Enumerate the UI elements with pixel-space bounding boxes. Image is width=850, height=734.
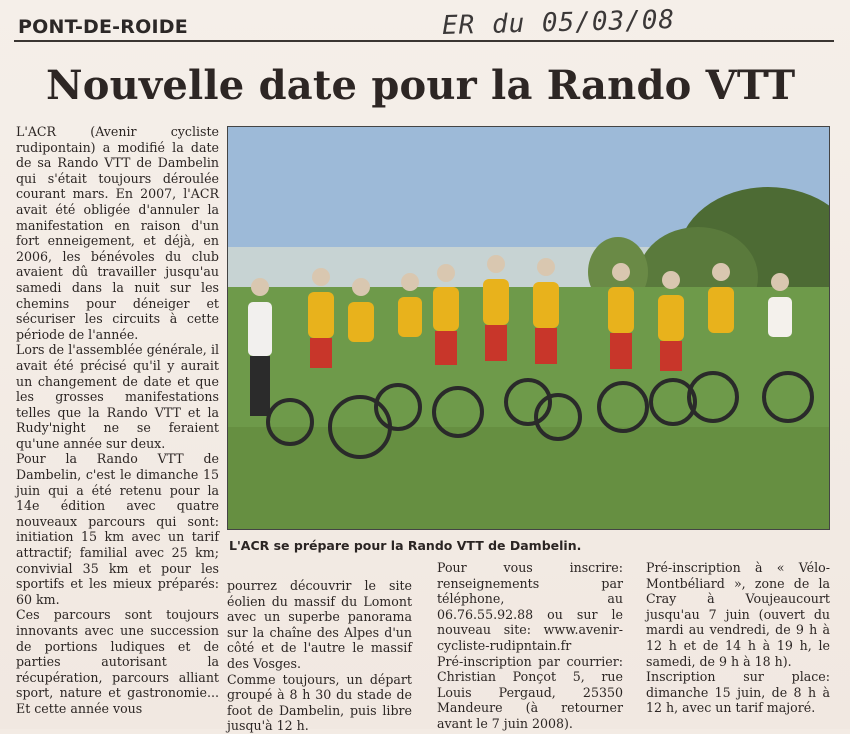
- article-paragraph: L'ACR (Avenir cycliste rudipontain) a modifié la date de sa Rando VTT de Dambelin qui s'était toujours déroulée courant mars. En 2007, l'ACR avait été obligée d'annuler la manifestation en raison d'un fort enneigement, et déjà, en 2006, les bénévoles du club avaient dû travailler jusqu'au samedi dans la nuit sur les chemins pour déneiger et sécuriser les circuits à cette période de l'année.: [16, 124, 219, 342]
- photo-caption: L'ACR se prépare pour la Rando VTT de Dambelin.: [229, 538, 582, 553]
- handwritten-date-note: ER du 05/03/08: [441, 4, 676, 42]
- article-paragraph: Ces parcours sont toujours innovants avec une succession de portions ludiques et de parties autorisant la récupération, parcours alliant sport, nature et gastronomie... Et cette année vous: [16, 607, 219, 716]
- article-column-1: [16, 124, 219, 717]
- article-paragraph: Pour vous inscrire: renseignements par téléphone, au 06.76.55.92.88 ou sur le nouveau site: www.avenir-cycliste-rudipntain.fr: [437, 560, 623, 653]
- article-paragraph: Comme toujours, un départ groupé à 8 h 30 du stade de foot de Dambelin, puis libre jusqu'à 12 h.: [227, 671, 412, 734]
- article-column-2: [227, 578, 412, 734]
- page-header: [14, 4, 834, 42]
- cyclists-photo-illustration: [228, 127, 829, 529]
- article-paragraph: Inscription sur place: dimanche 15 juin, de 8 h à 12 h, avec un tarif majoré.: [646, 669, 830, 716]
- article-paragraph: pourrez découvrir le site éolien du massif du Lomont avec un superbe panorama sur la chaîne des Alpes d'un côté et de l'autre le massif des Vosges.: [227, 578, 412, 671]
- article-paragraph: Pré-inscription par courrier: Christian Ponçot 5, rue Louis Pergaud, 25350 Mandeure (à retourner avant le 7 juin 2008).: [437, 653, 623, 731]
- article-paragraph: Lors de l'assemblée générale, il avait été précisé qu'il y aurait un changement de date et que les grosses manifestations telles que la Rando VTT et la Rudy'night ne se feraient qu'une année sur deux.: [16, 342, 219, 451]
- article-column-3: [437, 560, 623, 732]
- article-paragraph: Pré-inscription à « Vélo-Montbéliard », zone de la Cray à Voujeaucourt jusqu'au 7 juin (ouvert du mardi au vendredi, de 9 h à 12 h et de 14 h à 19 h, le samedi, de 9 h à 18 h).: [646, 560, 830, 669]
- group-photo: [227, 126, 830, 530]
- article-paragraph: Pour la Rando VTT de Dambelin, c'est le dimanche 15 juin qui a été retenu pour la 14e édition avec quatre nouveaux parcours qui sont: initiation 15 km avec un tarif attractif; familial avec 25 km; convivial 35 km et pour les sportifs et les mieux préparés: 60 km.: [16, 451, 219, 607]
- article-column-4: [646, 560, 830, 716]
- section-name: PONT-DE-ROIDE: [18, 16, 188, 38]
- article-headline: Nouvelle date pour la Rando VTT: [46, 62, 796, 109]
